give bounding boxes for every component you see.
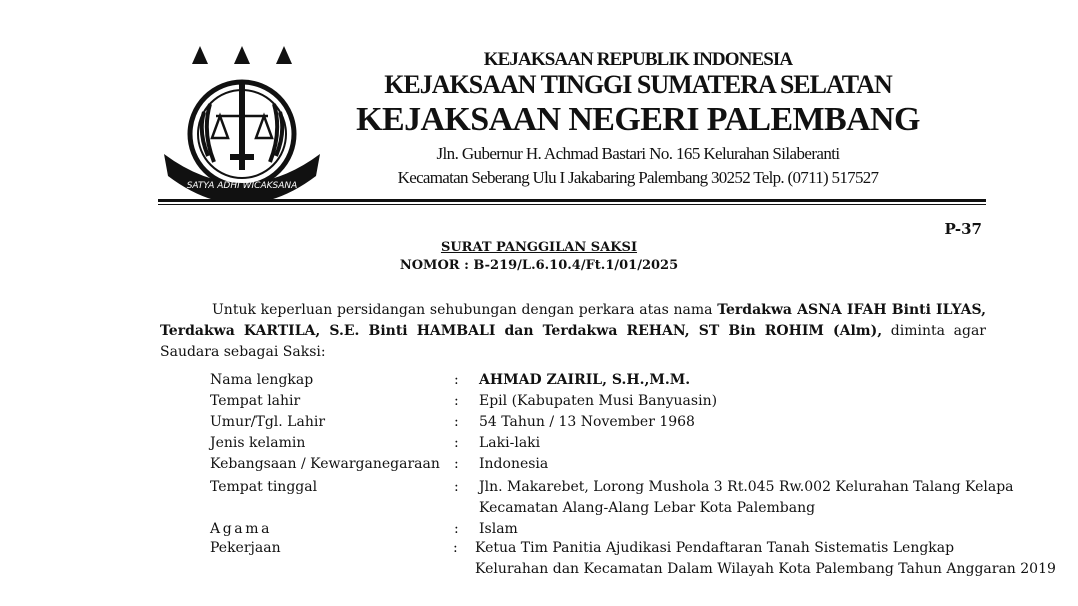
kejaksaan-emblem-logo <box>160 42 324 200</box>
field-value-birthplace: Epil (Kabupaten Musi Banyuasin) <box>479 393 718 409</box>
field-label: Jenis kelamin <box>210 435 306 451</box>
form-code: P-37 <box>944 220 982 238</box>
letterhead-address1: Jln. Gubernur H. Achmad Bastari No. 165 Kelurahan Silaberanti <box>436 144 840 163</box>
field-value-occupation-line2: Kelurahan dan Kecamatan Dalam Wilayah Kota Palembang Tahun Anggaran 2019 <box>475 561 1056 577</box>
letterhead-address2: Kecamatan Seberang Ulu I Jakabaring Palembang 30252 Telp. (0711) 517527 <box>397 168 879 187</box>
letterhead-line2: KEJAKSAAN TINGGI SUMATERA SELATAN <box>384 70 892 99</box>
field-value-nationality: Indonesia <box>479 456 549 472</box>
intro-text-after: diminta agar Saudara sebagai Saksi: <box>160 323 986 360</box>
letterhead-line3: KEJAKSAAN NEGERI PALEMBANG <box>356 101 920 138</box>
field-label: Nama lengkap <box>210 372 314 388</box>
field-value-age: 54 Tahun / 13 November 1968 <box>479 414 695 430</box>
field-label: Umur/Tgl. Lahir <box>210 414 326 430</box>
intro-paragraph <box>160 300 986 363</box>
letterhead-divider-thick <box>158 199 986 202</box>
field-colon: : <box>454 456 459 472</box>
letterhead-divider-thin <box>158 204 986 205</box>
field-value-name: AHMAD ZAIRIL, S.H.,M.M. <box>479 372 691 388</box>
field-value-religion: Islam <box>479 521 518 537</box>
letterhead-line1: KEJAKSAAN REPUBLIK INDONESIA <box>483 49 793 70</box>
field-colon: : <box>454 521 459 537</box>
field-value-residence-line1: Jln. Makarebet, Lorong Mushola 3 Rt.045 Rw.002 Kelurahan Talang Kelapa <box>479 479 1014 495</box>
field-label: Agama <box>210 521 273 537</box>
field-label: Pekerjaan <box>210 540 281 556</box>
document-title: SURAT PANGGILAN SAKSI <box>440 240 638 255</box>
intro-text-before: Untuk keperluan persidangan sehubungan dengan perkara atas nama <box>212 302 718 318</box>
field-colon: : <box>454 372 459 388</box>
emblem-motto: SATYA ADHI WICAKSANA <box>186 181 298 191</box>
field-label: Tempat lahir <box>210 393 301 409</box>
field-colon: : <box>454 393 459 409</box>
field-colon: : <box>454 414 459 430</box>
emblem-star-icon <box>276 46 292 64</box>
field-value-occupation-line1: Ketua Tim Panitia Ajudikasi Pendaftaran Tanah Sistematis Lengkap <box>475 540 955 556</box>
field-label: Kebangsaan / Kewarganegaraan <box>210 456 440 472</box>
field-label: Tempat tinggal <box>210 479 318 495</box>
emblem-star-icon <box>192 46 208 64</box>
field-value-gender: Laki-laki <box>479 435 541 451</box>
field-colon: : <box>454 479 459 495</box>
field-colon: : <box>454 435 459 451</box>
document-number: NOMOR : B-219/L.6.10.4/Ft.1/01/2025 <box>399 258 679 273</box>
intro-defendants: Terdakwa ASNA IFAH Binti ILYAS, Terdakwa KARTILA, S.E. Binti HAMBALI dan Terdakwa REHAN, ST Bin ROHIM (Alm), <box>160 302 986 339</box>
field-colon: : <box>453 540 458 556</box>
field-value-residence-line2: Kecamatan Alang-Alang Lebar Kota Palembang <box>479 500 816 516</box>
letterhead <box>338 50 938 190</box>
emblem-star-icon <box>234 46 250 64</box>
